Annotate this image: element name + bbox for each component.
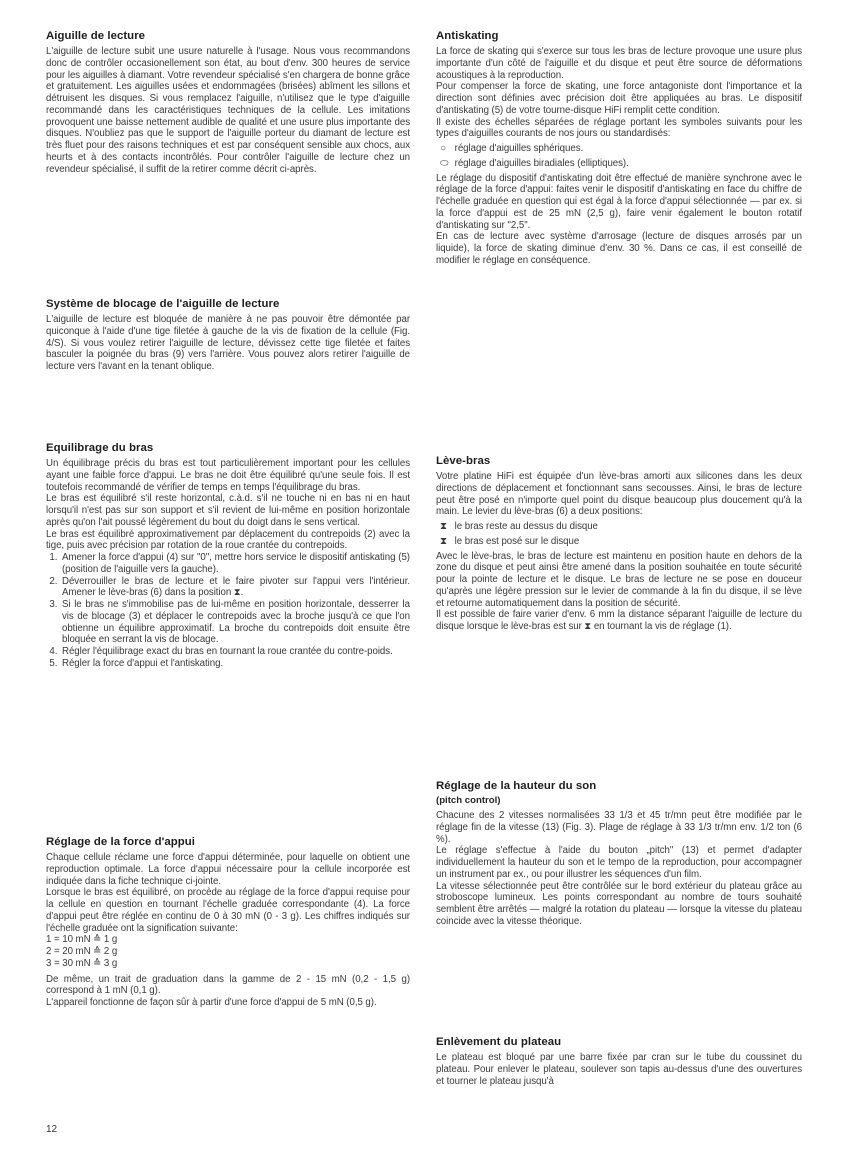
paragraph: La vitesse sélectionnée peut être contrôlée sur le bord extérieur du plateau grâce au stroboscope lumineux. Les points correspondant au nombre de tours souhaité semblent être arrêtés — malgré la rotation du plateau — lorsque la vitesse du plateau coincide avec la vitesse théorique. xyxy=(436,880,802,927)
lift-lowered-icon: ⧗ xyxy=(440,535,447,547)
paragraph: L'appareil fonctionne de façon sûr à partir d'une force d'appui de 5 mN (0,5 g). xyxy=(46,997,377,1008)
paragraph: Votre platine HiFi est équipée d'un lève-bras amorti aux silicones dans les deux directions de déplacement et fonctionnant sans secousses. Ainsi, le bras de lecture peut être posé en n'importe quel point du disque beaucoup plus doucement qu'à la main. Le levier du lève-bras (6) a deux positions: xyxy=(436,471,802,518)
paragraph: Le plateau est bloqué par une barre fixée par cran sur le tube du coussinet du plateau. Pour enlever le plateau, soulever son tapis au-dessus d'une des ouvertures et tourner le plateau jusqu'à xyxy=(436,1052,802,1087)
paragraph: Il est possible de faire varier d'env. 6 mm la distance séparant l'aiguille de lecture du disque lorsque le lève-bras est sur ⧗ en tournant la vis de réglage (1). xyxy=(436,609,802,632)
section-title: Enlèvement du plateau xyxy=(436,1036,562,1048)
ellipse-icon: ⬭ xyxy=(440,157,449,169)
list-item: 4. Régler l'équilibrage exact du bras en tournant la roue crantée du contre-poids. xyxy=(60,646,410,658)
paragraph: La force de skating qui s'exerce sur tous les bras de lecture provoque une usure plus importante d'un côté de l'aiguille et du disque et peut être source de déformations acoustiques à la reproduction. xyxy=(436,46,802,81)
option-label: le bras reste au dessus du disque xyxy=(454,521,598,532)
paragraph: De même, un trait de graduation dans la gamme de 2 - 15 mN (0,2 - 1,5 g) correspond à 1 mN (0,1 g). xyxy=(46,973,410,997)
paragraph: Chaque cellule réclame une force d'appui déterminée, pour laquelle on obtient une reproduction optimale. La force d'appui nécessaire pour la cellule incorporée est indiquée dans la fiche technique ci-jointe. xyxy=(46,852,410,887)
paragraph: Avec le lève-bras, le bras de lecture est maintenu en position haute en dehors de la zone du disque et peut ainsi être amené dans la position souhaitée en toute sécurité pour la pointe de lecture et le disque. Le bras de lecture ne se pose en douceur qu'après une légère pression sur le levier de commande à la fin du disque, il se lève et retourne automatiquement dans la position de sécurité. xyxy=(436,550,802,609)
section-enlevement-plateau xyxy=(436,1036,802,1087)
list-item: 1. Amener la force d'appui (4) sur "0", mettre hors service le dispositif antiskating (5) (position de l'aiguille vers la gauche). xyxy=(60,552,410,576)
option-label: le bras est posé sur le disque xyxy=(454,535,580,547)
paragraph: Un équilibrage précis du bras est tout particulièrement important pour les cellules ayant une faible force d'appui. Le bras ne doit être équilibré qu'une seule fois. Il est toutefois recommandé de vérifier de temps en temps l'équilibrage du bras. xyxy=(46,458,410,493)
page-number: 12 xyxy=(46,1124,58,1135)
steps-list xyxy=(46,552,410,670)
list-item: 3. Si le bras ne s'immobilise pas de lui-même en position horizontale, desserrer la vis de blocage (3) et déplacer le contrepoids avec la broche jusqu'à ce que l'on obtienne un équilibre approximatif. La broche du contrepoids doit ensuite être bloquée en serrant la vis de blocage. xyxy=(60,599,410,646)
option-label: réglage d'aiguilles biradiales (elliptiques). xyxy=(454,157,629,169)
lift-raised-icon: ⧗ xyxy=(440,521,447,532)
section-title: Système de blocage de l'aiguille de lecture xyxy=(46,298,280,310)
paragraph: Le bras est équilibré s'il reste horizontal, c.à.d. s'il ne touche ni en bas ni en haut lorsqu'il n'est pas sur son support et s'il revient de lui-même en position horizontale après qu'on l'ait poussé légèrement du bout du doigt dans le sens vertical. xyxy=(46,493,410,528)
paragraph: Chacune des 2 vitesses normalisées 33 1/3 et 45 tr/mn peut être modifiée par le réglage fin de la vitesse (13) (Fig. 3). Plage de réglage à 33 1/3 tr/mn env. 1/2 ton (6 %). xyxy=(436,810,802,845)
paragraph: Le bras est équilibré approximativement par déplacement du contrepoids (2) avec la tige, puis avec précision par rotation de la roue crantée du contrepoids. xyxy=(46,528,410,552)
list-item: 5. Régler la force d'appui et l'antiskating. xyxy=(60,658,410,670)
option-lowered xyxy=(436,536,802,548)
section-title: Réglage de la hauteur du son xyxy=(436,780,597,792)
section-reglage-hauteur-son xyxy=(436,780,802,928)
scale-line: 3 = 30 mN ≙ 3 g xyxy=(46,957,118,969)
paragraph: Pour compenser la force de skating, une force antagoniste dont l'importance et la direction sont définies avec précision doit être appliquées au bras. Le dispositif d'antiskating (5) de votre tourne-disque HiFi remplit cette condition. xyxy=(436,81,802,116)
option-label: réglage d'aiguilles sphériques. xyxy=(454,143,584,154)
option-raised xyxy=(436,521,802,533)
section-title: Antiskating xyxy=(436,30,499,42)
option-spherical xyxy=(436,143,802,155)
section-reglage-force-appui xyxy=(46,836,410,1009)
paragraph: En cas de lecture avec système d'arrosage (lecture de disques arrosés par un liquide), la force de skating diminue d'env. 30 %. Dans ce cas, il est conseillé de modifier le réglage en conséquence. xyxy=(436,231,802,266)
paragraph: Le réglage s'effectue à l'aide du bouton „pitch" (13) et permet d'adapter individuellement la hauteur du son et le tempo de la reproduction, pour accompagner un instrument par ex., ou pour illustrer les séquences d'un film. xyxy=(436,845,802,880)
paragraph: Il existe des échelles séparées de réglage portant les symboles suivants pour les types d'aiguilles courants de nos jours ou standardisés: xyxy=(436,116,802,140)
paragraph: L'aiguille de lecture est bloquée de manière à ne pas pouvoir être démontée par quiconque à l'aide d'une tige filetée à gauche de la vis de fixation de la cellule (Fig. 4/S). Si vous voulez retirer l'aiguille de lecture, dévissez cette tige filetée et faites basculer la poignée du bras (9) vers l'arrière. Vous pouvez alors retirer l'aiguille de lecture vers l'avant en la tenant oblique. xyxy=(46,314,410,372)
section-equilibrage-du-bras xyxy=(46,442,410,670)
scale-line: 1 = 10 mN ≙ 1 g xyxy=(46,934,118,946)
section-systeme-de-blocage xyxy=(46,298,410,373)
paragraph: Lorsque le bras est équilibré, on procède au réglage de la force d'appui requise pour la cellule en question en tournant l'échelle graduée correspondante (4). La force d'appui peut être réglée en continu de 0 à 30 mN (0 - 3 g). Les chiffres indiqués sur l'échelle graduée ont la signification suivante: xyxy=(46,887,410,934)
section-title: Equilibrage du bras xyxy=(46,442,154,454)
section-leve-bras xyxy=(436,455,802,633)
section-title: Lève-bras xyxy=(436,455,491,467)
paragraph: Le réglage du dispositif d'antiskating doit être effectué de manière synchrone avec le réglage de la force d'appui: faites venir le dispositif d'antiskating en face du chiffre de l'échelle graduée en question qui est égal à la force d'appui sélectionnée — par ex. si la force d'appui est de 25 mN (2,5 g), faire venir également le bouton rotatif d'antiskating sur "2,5". xyxy=(436,172,802,231)
option-elliptical xyxy=(436,158,802,170)
paragraph: L'aiguille de lecture subit une usure naturelle à l'usage. Nous vous recommandons donc de contrôler occasionellement son état, au bout d'env. 300 heures de service pour les aiguilles à diamant. Votre revendeur spécialisé s'en chargera de bonne grâce et gratuitement. Les aiguilles usées et endommagées (brisées) abîment les sillons et détruisent les disques. Si vous remplacez l'aiguille, n'utilisez que le type d'aiguille recommandé dans les caractéristiques techniques de la cellule. Les imitations provoquent une baisse nettement audible de qualité et une usure plus importante des disques. N'oubliez pas que le support de l'aiguille porteur du diamant de lecture est très fluet pour des raisons techniques et est par conséquent sensible aux chocs, aux heurts et à des contacts incontrôlés. Pour contrôler l'aiguille de lecture chez un revendeur spécialisé, il suffit de la retirer comme décrit ci-après. xyxy=(46,46,410,175)
section-aiguille-de-lecture xyxy=(46,30,410,175)
section-subtitle: (pitch control) xyxy=(436,795,501,806)
section-title: Réglage de la force d'appui xyxy=(46,836,196,848)
section-title: Aiguille de lecture xyxy=(46,30,146,42)
scale-line: 2 = 20 mN ≙ 2 g xyxy=(46,946,118,957)
section-antiskating xyxy=(436,30,802,267)
circle-icon: ○ xyxy=(440,143,446,154)
list-item: 2. Déverrouiller le bras de lecture et le faire pivoter sur l'appui vers l'intérieur. Amener le lève-bras (6) dans la position ⧗. xyxy=(60,576,410,600)
